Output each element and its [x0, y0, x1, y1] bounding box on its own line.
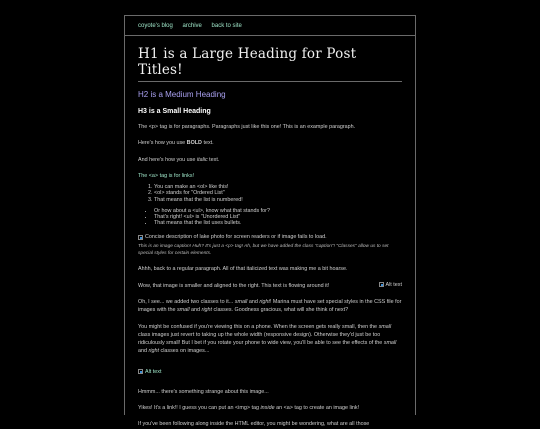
small-right-image-broken — [379, 282, 402, 288]
medium-heading: H2 is a Medium Heading — [138, 90, 226, 99]
text-span: ! Marina must have set special styles in the CSS file for images with the — [138, 299, 402, 314]
broken-image-icon — [138, 369, 143, 374]
paragraph-confused — [138, 323, 402, 356]
italic-right: right — [148, 348, 159, 355]
italic-small: small — [383, 340, 397, 347]
unordered-list — [138, 208, 402, 227]
italic-small: small — [234, 299, 248, 305]
list-item: 3. That means that the list is numbered! — [154, 197, 402, 203]
text-span: an <a> tag to create an image link! — [274, 405, 360, 412]
ordered-list — [138, 184, 402, 203]
nav-divider — [125, 35, 415, 36]
image-link[interactable] — [138, 369, 402, 375]
italic-right: right — [201, 307, 213, 314]
paragraph-ahhh: Ahhh, back to a regular paragraph. All of that italicized text was making me a bit hoarse. — [138, 266, 348, 273]
paragraph-hmmm: Hmmm... there's something strange about this image... — [138, 388, 269, 395]
paragraph-yikes — [138, 404, 402, 412]
text-span: Yikes! It's a link!! I guess you can put an <img> tag — [138, 405, 261, 412]
paragraph-oh-i-see — [138, 298, 402, 315]
small-heading: H3 is a Small Heading — [138, 108, 211, 115]
italic-after: text. — [207, 156, 220, 163]
image-link-alt-text: Alt text — [145, 368, 162, 375]
list-item: 1. You can make an <ol> like this! — [154, 184, 402, 190]
text-span: You might be confused if you're viewing this on a phone. When the screen gets really small, then the — [138, 323, 379, 330]
broken-image-icon — [138, 235, 143, 240]
float-section — [138, 282, 402, 290]
paragraph-following: If you've been following along inside the HTML editor, you might be wondering, what are all those — [138, 421, 370, 428]
text-span: Oh, I see... we added two classes to it... — [138, 299, 235, 305]
image-caption: This is an image caption! Huh? It's just a <p> tag! Ah, but we have added the class "caption"! "Classes" allow us to set special styles for certain elements. — [138, 244, 389, 257]
italic-before: And here's how you use — [138, 156, 197, 163]
list-item: 2. <ol> stands for "Ordered List" — [154, 190, 402, 196]
lake-image-broken — [138, 234, 402, 240]
italic-small: small — [176, 307, 190, 314]
paragraph-bold — [138, 139, 402, 147]
italic-small: small — [378, 323, 392, 330]
nav-link-back-to-site[interactable]: back to site — [211, 23, 242, 29]
bold-word: BOLD — [186, 140, 202, 147]
list-item: • Or how about a <ul>, know what that stands for? — [154, 208, 402, 214]
broken-image-icon — [379, 282, 384, 287]
text-span: and — [189, 307, 202, 314]
list-item: • That means that the list uses bullets. — [154, 220, 402, 226]
link-example[interactable]: The <a> tag is for links! — [138, 172, 195, 179]
paragraph-p-tag: The <p> tag is for paragraphs. Paragraphs just like this one! This is an example paragraph. — [138, 124, 356, 130]
italic-right: right — [259, 299, 270, 305]
text-span: and — [247, 299, 260, 305]
paragraph-italic — [138, 156, 402, 164]
nav-link-blog[interactable]: coyote's blog — [138, 23, 173, 29]
top-nav — [125, 16, 415, 29]
small-image-alt-text: Alt text — [385, 281, 402, 288]
bold-after: text. — [201, 140, 214, 147]
italic-word: italic — [196, 156, 208, 163]
text-span: class images just revert to taking up the whole width (responsive design). Otherwise they'd just be too ridiculously small! But I bet if you rotate your phone to wide view, you'll be able to see the effects of the — [138, 331, 384, 347]
lake-image-alt-text: Concise description of lake photo for screen readers or if image fails to load. — [145, 234, 327, 241]
italic-inside: inside — [260, 405, 275, 412]
paragraph-wow: Wow, that image is smaller and aligned to the right. This text is flowing around it! — [138, 282, 330, 289]
blog-page — [124, 15, 416, 428]
nav-link-archive[interactable]: archive — [182, 23, 202, 29]
text-span: and — [138, 348, 149, 355]
bold-before: Here's how you use — [138, 140, 187, 147]
list-item: • That's right! <ul> is "Unordered List" — [154, 214, 402, 220]
post-content — [125, 46, 415, 429]
text-span: classes. Goodness gracious, what will she think of next? — [212, 307, 349, 314]
text-span: classes on images... — [159, 348, 210, 355]
post-title: H1 is a Large Heading for Post Titles! — [138, 46, 402, 82]
